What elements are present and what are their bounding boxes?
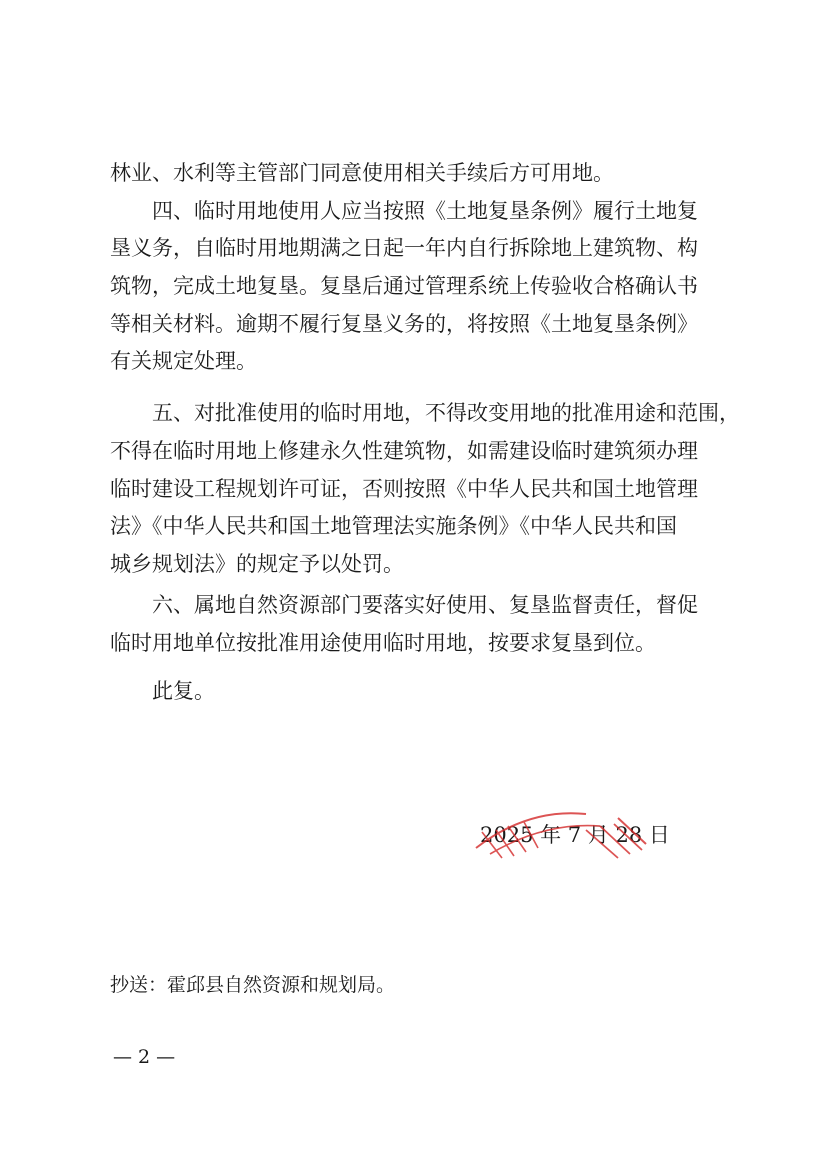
page-number: — 2 — — [113, 1046, 176, 1068]
body-line-13: 临时用地单位按批准用途使用临时用地，按要求复垦到位。 — [110, 631, 656, 655]
body-line-11: 城乡规划法》的规定予以处罚。 — [110, 552, 404, 576]
body-line-9: 临时建设工程规划许可证，否则按照《中华人民共和国土地管理 — [110, 477, 698, 501]
body-line-3: 垦义务，自临时用地期满之日起一年内自行拆除地上建筑物、构 — [110, 236, 698, 260]
body-line-7: 五、对批准使用的临时用地，不得改变用地的批准用途和范围， — [152, 401, 740, 425]
cc-line: 抄送：霍邱县自然资源和规划局。 — [110, 974, 396, 996]
body-line-6: 有关规定处理。 — [110, 349, 257, 373]
closing-phrase: 此复。 — [152, 679, 215, 703]
body-line-4: 筑物，完成土地复垦。复垦后通过管理系统上传验收合格确认书 — [110, 274, 698, 298]
body-line-1: 林业、水利等主管部门同意使用相关手续后方可用地。 — [110, 161, 614, 185]
body-line-2: 四、临时用地使用人应当按照《土地复垦条例》履行土地复 — [152, 199, 698, 223]
body-line-5: 等相关材料。逾期不履行复垦义务的，将按照《土地复垦条例》 — [110, 312, 698, 336]
body-line-10: 法》《中华人民共和国土地管理法实施条例》《中华人民共和国 — [110, 514, 677, 538]
body-line-12: 六、属地自然资源部门要落实好使用、复垦监督责任，督促 — [152, 593, 698, 617]
document-date: 2025 年 7 月 28 日 — [480, 823, 670, 847]
body-line-8: 不得在临时用地上修建永久性建筑物，如需建设临时建筑须办理 — [110, 439, 698, 463]
